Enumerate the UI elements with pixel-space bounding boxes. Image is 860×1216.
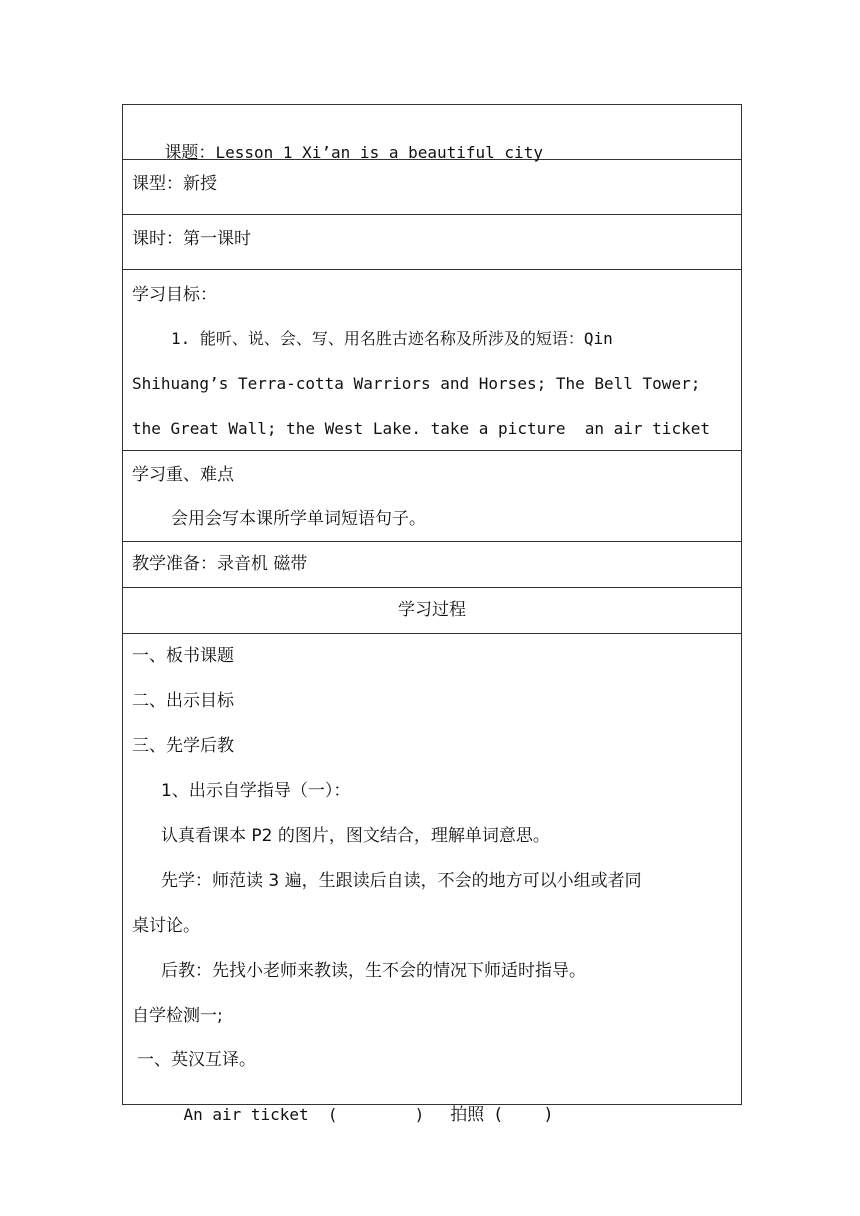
objectives-line-3: the Great Wall; the West Lake. take a picture an air ticket bbox=[132, 419, 710, 438]
process-line-2: 二、出示目标 bbox=[132, 691, 234, 711]
type-text: 课型：新授 bbox=[132, 174, 217, 194]
objectives-line-1: 1. 能听、说、会、写、用名胜古迹名称及所涉及的短语：Qin bbox=[171, 329, 613, 348]
process-header-row bbox=[123, 588, 741, 634]
preparation-row bbox=[123, 542, 741, 588]
key-points-heading: 学习重、难点 bbox=[132, 465, 234, 485]
process-line-10: 一、英汉互译。 bbox=[137, 1050, 256, 1070]
period-text: 课时：第一课时 bbox=[132, 229, 251, 249]
preparation-text: 教学准备：录音机 磁带 bbox=[132, 554, 308, 574]
topic-value: Lesson 1 Xi’an is a beautiful city bbox=[215, 143, 543, 162]
process-line-7: 桌讨论。 bbox=[132, 916, 200, 936]
period-row bbox=[123, 215, 741, 270]
process-line-3: 三、先学后教 bbox=[132, 736, 234, 756]
process-line-1: 一、板书课题 bbox=[132, 646, 234, 666]
key-points-body: 会用会写本课所学单词短语句子。 bbox=[171, 509, 426, 529]
process-line-5: 认真看课本 P2 的图片，图文结合，理解单词意思。 bbox=[161, 826, 550, 846]
objectives-row bbox=[123, 270, 741, 451]
topic-label: 课题： bbox=[164, 143, 216, 163]
exercise-cn: 拍照 ( ) bbox=[450, 1105, 552, 1125]
process-header: 学习过程 bbox=[398, 600, 466, 620]
lesson-plan-table bbox=[122, 104, 742, 1125]
process-line-4: 1、出示自学指导（一）： bbox=[161, 781, 351, 801]
type-row bbox=[123, 160, 741, 215]
topic-row bbox=[123, 105, 741, 163]
process-line-9: 自学检测一; bbox=[132, 1006, 223, 1026]
process-row bbox=[123, 634, 741, 1125]
exercise-en: An air ticket ( ) bbox=[183, 1105, 425, 1124]
process-line-6: 先学：师范读 3 遍，生跟读后自读，不会的地方可以小组或者同 bbox=[161, 871, 642, 891]
objectives-heading: 学习目标： bbox=[132, 285, 217, 305]
process-line-8: 后教：先找小老师来教读，生不会的情况下师适时指导。 bbox=[161, 961, 586, 981]
objectives-line-2: Shihuang’s Terra-cotta Warriors and Horses; The Bell Tower; bbox=[132, 374, 701, 393]
exercise-line bbox=[151, 1079, 552, 1151]
key-points-row bbox=[123, 451, 741, 542]
